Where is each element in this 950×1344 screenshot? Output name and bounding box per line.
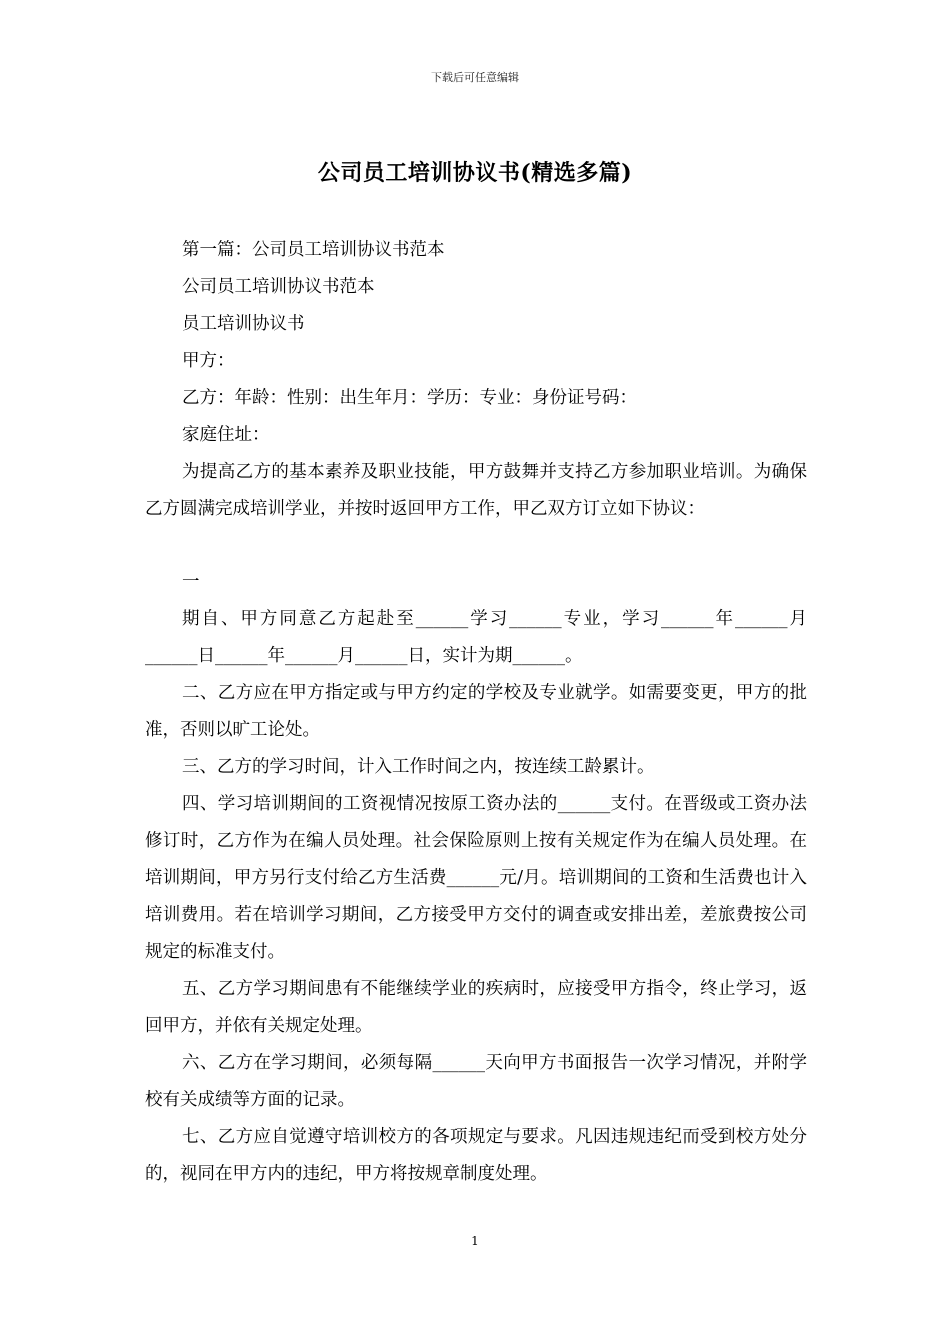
section-heading: 第一篇：公司员工培训协议书范本 [182,240,445,260]
clause-number: 一 [182,572,200,592]
party-b-line: 乙方：年龄：性别：出生年月：学历：专业：身份证号码： [182,388,637,408]
address-line: 家庭住址： [182,425,270,445]
clause-7: 七、乙方应自觉遵守培训校方的各项规定与要求。凡因违规违纪而受到校方处分的，视同在甲方内的违纪，甲方将按规章制度处理。 [145,1127,807,1184]
clause-2: 二、乙方应在甲方指定或与甲方约定的学校及专业就学。如需要变更，甲方的批准，否则以旷工论处。 [145,683,807,740]
party-a-line: 甲方： [182,351,235,371]
blank-line [145,528,807,564]
document-body [145,232,807,1193]
clause-3: 三、乙方的学习时间，计入工作时间之内，按连续工龄累计。 [182,757,655,777]
clause-1: 期自、甲方同意乙方起赴至______学习______专业，学习______年______月______日______年______月______日，实计为期______。 [145,609,807,666]
header-note: 下载后可任意编辑 [431,71,519,84]
document-title: 公司员工培训协议书(精选多篇) [317,160,633,186]
agreement-name: 员工培训协议书 [182,314,305,334]
clause-6: 六、乙方在学习期间，必须每隔______天向甲方书面报告一次学习情况，并附学校有关成绩等方面的记录。 [145,1053,807,1110]
page-number: 1 [471,1234,479,1248]
subtitle: 公司员工培训协议书范本 [182,277,375,297]
preamble-paragraph: 为提高乙方的基本素养及职业技能，甲方鼓舞并支持乙方参加职业培训。为确保乙方圆满完成培训学业，并按时返回甲方工作，甲乙双方订立如下协议： [145,462,807,519]
clause-4: 四、学习培训期间的工资视情况按原工资办法的______支付。在晋级或工资办法修订时，乙方作为在编人员处理。社会保险原则上按有关规定作为在编人员处理。在培训期间，甲方另行支付给乙方生活费______元/月。培训期间的工资和生活费也计入培训费用。若在培训学习期间，乙方接受甲方交付的调查或安排出差，差旅费按公司规定的标准支付。 [145,794,807,962]
clause-5: 五、乙方学习期间患有不能继续学业的疾病时，应接受甲方指令，终止学习，返回甲方，并依有关规定处理。 [145,979,807,1036]
